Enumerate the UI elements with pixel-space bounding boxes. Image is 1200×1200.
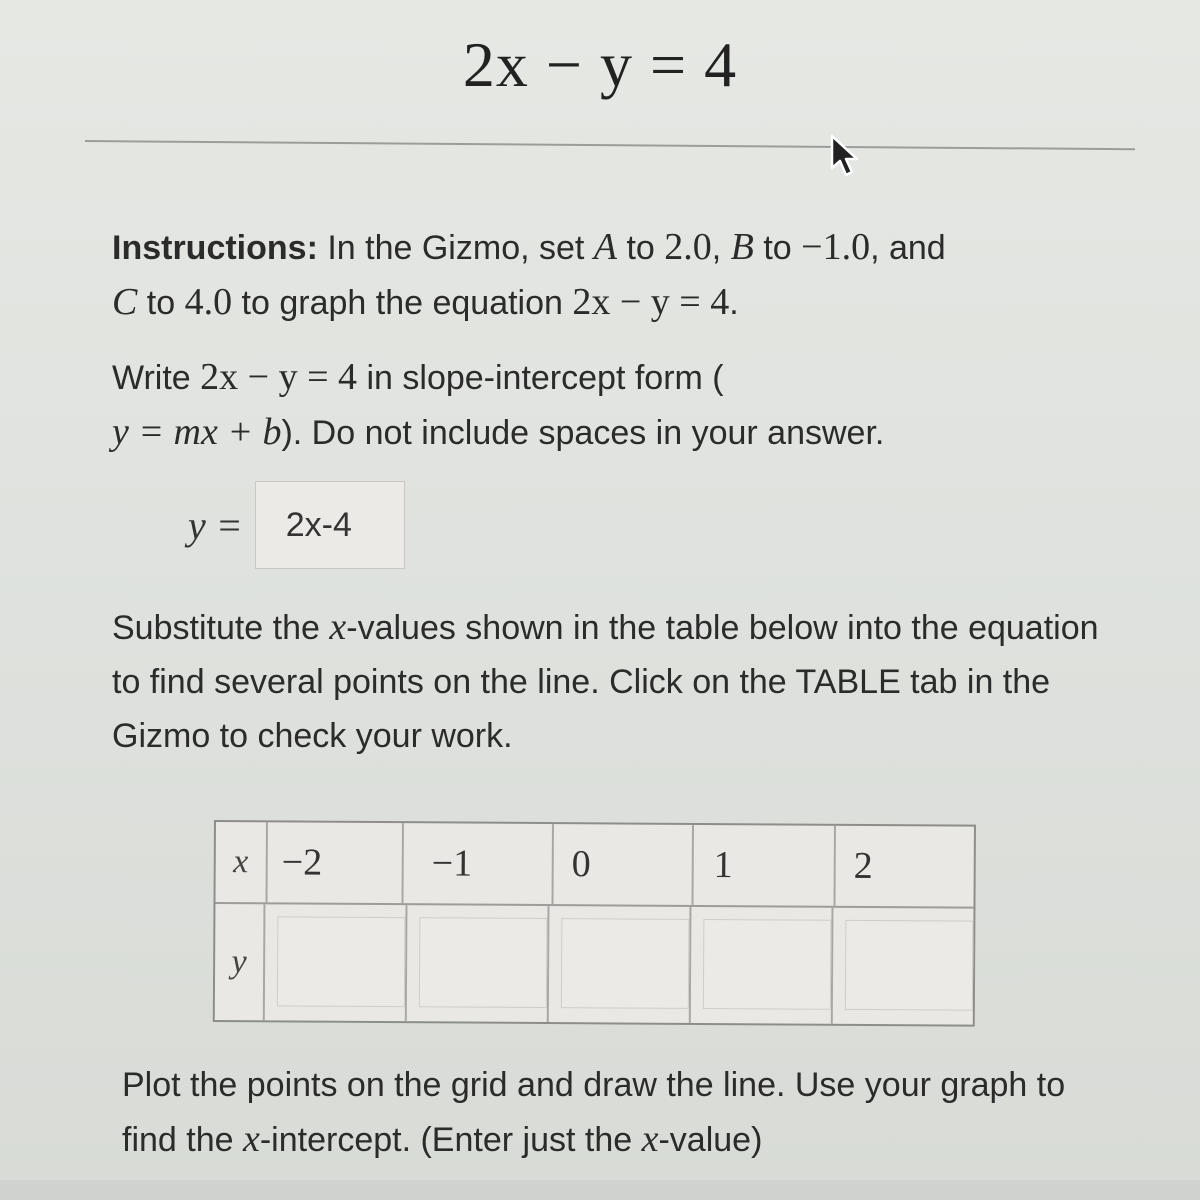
slope-intercept-form: y = mx + b [112,411,282,453]
x-value-cell: 1 [693,825,835,906]
equation: 2x − y = 4 [200,356,358,398]
var-x: x [641,1118,659,1160]
y-input[interactable] [419,917,548,1008]
var-c: C [112,281,138,323]
divider [85,140,1135,150]
x-value-cell: 2 [853,844,873,888]
bottom-strip [0,1180,1200,1200]
var-x: x [242,1118,260,1160]
c-value: 4.0 [184,281,233,323]
a-value: 2.0 [664,226,712,268]
y-cell [407,905,550,1022]
answer-input[interactable] [255,481,405,569]
var-x: x [329,606,347,648]
y-cell [833,908,974,1025]
y-input[interactable] [561,918,690,1009]
y-cell [691,907,834,1024]
b-value: −1.0 [801,226,871,268]
instructions-segment: to graph the equation [232,284,573,322]
answer-label: y = [188,502,243,548]
page-title: 2x − y = 4 [462,29,738,100]
mouse-cursor-icon [828,134,868,180]
write-segment: Write [112,359,201,397]
x-header: x [215,822,267,902]
x-value-cell: 0 [553,824,693,905]
substitute-text [112,600,1112,763]
answer-row [188,480,405,570]
x-row [215,822,973,909]
instructions-segment: to [137,284,185,322]
y-input[interactable] [703,919,832,1010]
substitute-segment: Substitute the [112,609,330,647]
instructions-segment: to [617,229,665,267]
write-segment: ). Do not include spaces in your answer. [281,414,885,452]
plot-text [122,1058,1122,1167]
instructions-label: Instructions: [112,229,318,267]
instructions-segment: . [729,284,739,322]
y-header: y [215,904,266,1020]
instructions-segment: In the Gizmo, set [317,229,594,267]
var-a: A [593,226,618,268]
y-cell [265,904,408,1021]
plot-segment: Plot the points on the grid and draw the line. Use your graph to find the [122,1066,1066,1159]
plot-segment: -intercept. (Enter just the [259,1121,642,1159]
instructions-segment: , and [870,229,946,267]
instructions-text [112,220,1112,330]
x-value-cell: −2 [267,822,403,903]
var-b: B [730,226,754,268]
instructions-segment: , [711,229,731,267]
answer-value: 2x-4 [285,505,352,544]
xy-table [213,820,976,1027]
y-row [215,904,974,1025]
y-input[interactable] [845,920,974,1011]
equation: 2x − y = 4 [572,281,730,323]
write-segment: in slope-intercept form ( [357,359,724,397]
y-cell [549,906,692,1023]
x-value-cell: −1 [403,823,553,904]
y-input[interactable] [277,916,406,1007]
plot-segment: -value) [658,1121,763,1159]
substitute-segment: -values shown in the table below into the equation to find several points on the line. Click on the TABLE tab in the Gizmo to check your work. [112,609,1099,755]
instructions-segment: to [753,229,802,267]
write-text [112,350,1112,460]
